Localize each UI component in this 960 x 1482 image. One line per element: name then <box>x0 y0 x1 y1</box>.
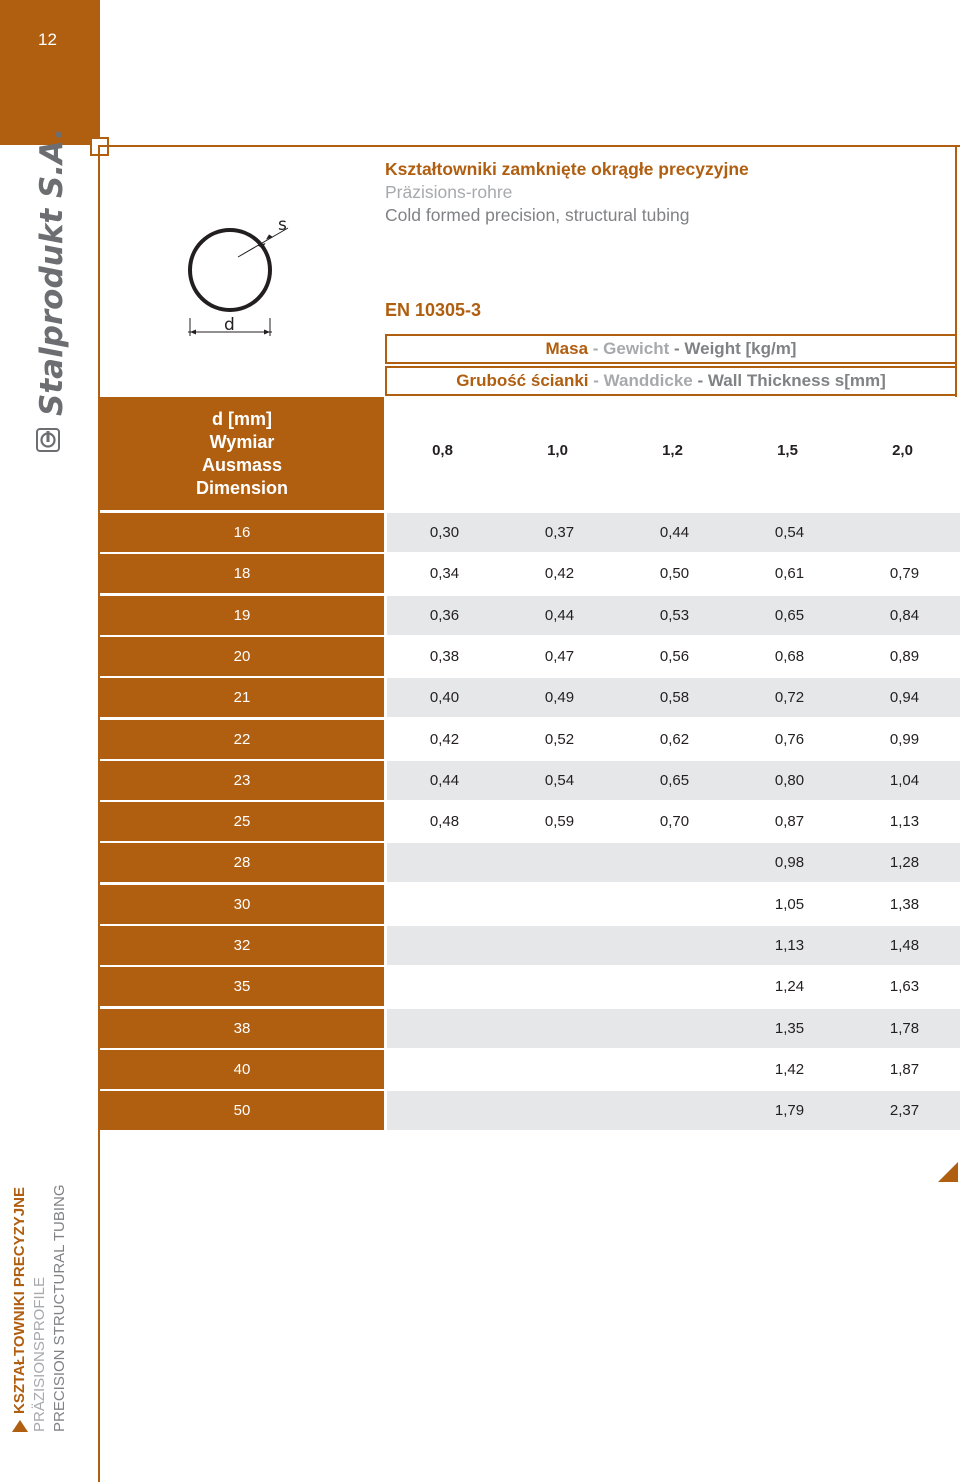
dimension-cell: 40 <box>100 1050 384 1089</box>
mass-cell: 0,87 <box>774 813 805 831</box>
mass-cell: 1,87 <box>889 1060 920 1078</box>
thickness-unit: s[mm] <box>830 371 886 390</box>
mass-cell: 1,42 <box>774 1060 805 1078</box>
dimension-de: Ausmass <box>201 454 283 475</box>
dimension-cell: 32 <box>100 926 384 965</box>
mass-cell <box>387 1091 502 1130</box>
thickness-en: Wall Thickness <box>707 371 831 390</box>
mass-unit: [kg/m] <box>740 339 797 358</box>
table-row <box>100 1050 960 1089</box>
dimension-cell: 28 <box>100 843 384 882</box>
mass-cell <box>617 843 732 882</box>
table-row <box>100 513 960 552</box>
mass-values <box>387 596 960 635</box>
mass-cell <box>847 513 960 552</box>
mass-cell <box>387 885 502 924</box>
side-label-polish: KSZTAŁTOWNIKI PRECYZYJNE <box>10 1152 30 1432</box>
dimension-cell: 30 <box>100 885 384 924</box>
mass-cell: 1,63 <box>889 978 920 996</box>
mass-cell <box>387 1009 502 1048</box>
dimension-cell: 18 <box>100 554 384 593</box>
dimension-header-cell <box>100 397 384 510</box>
dimension-cell: 50 <box>100 1091 384 1130</box>
mass-values <box>387 720 960 759</box>
mass-cell: 0,48 <box>429 813 460 831</box>
mass-cell: 0,53 <box>659 606 690 624</box>
dimension-cell: 23 <box>100 761 384 800</box>
mass-cell: 2,37 <box>889 1102 920 1120</box>
table-row <box>100 1091 960 1130</box>
thickness-de: Wanddicke <box>603 371 693 390</box>
title-german: Präzisions-rohre <box>385 182 513 202</box>
mass-sep-2: - <box>669 339 685 358</box>
table-row <box>100 926 960 965</box>
mass-cell: 1,13 <box>889 813 920 831</box>
mass-values <box>387 885 960 924</box>
dimension-cell: 21 <box>100 678 384 717</box>
mass-values <box>387 637 960 676</box>
mass-cell <box>617 967 732 1006</box>
mass-cell: 1,05 <box>774 895 805 913</box>
standard-label: EN 10305-3 <box>385 300 482 320</box>
mass-values <box>387 1050 960 1089</box>
mass-cell <box>387 967 502 1006</box>
mass-cell: 0,40 <box>429 689 460 707</box>
thickness-sep-1: - <box>588 371 604 390</box>
mass-values <box>387 513 960 552</box>
product-title-block <box>385 158 749 227</box>
mass-cell: 0,44 <box>544 606 575 624</box>
mass-cell <box>502 967 617 1006</box>
mass-cell: 0,99 <box>889 730 920 748</box>
dimension-pl: Wymiar <box>209 431 275 452</box>
mass-cell: 0,42 <box>429 730 460 748</box>
table-row <box>100 967 960 1006</box>
dimension-cell: 38 <box>100 1009 384 1048</box>
table-row <box>100 843 960 882</box>
mass-cell: 0,58 <box>659 689 690 707</box>
mass-cell: 0,76 <box>774 730 805 748</box>
thickness-col-3: 1,5 <box>777 442 798 459</box>
dimension-cell: 20 <box>100 637 384 676</box>
mass-cell <box>617 1050 732 1089</box>
mass-values <box>387 926 960 965</box>
mass-cell: 0,80 <box>774 771 805 789</box>
table-row <box>100 885 960 924</box>
dimension-en: Dimension <box>195 477 288 498</box>
mass-values <box>387 1091 960 1130</box>
mass-cell: 0,89 <box>889 647 920 665</box>
mass-cell: 1,38 <box>889 895 920 913</box>
mass-cell <box>502 885 617 924</box>
mass-band <box>385 334 957 364</box>
mass-cell: 0,44 <box>659 524 690 541</box>
mass-values <box>387 1009 960 1048</box>
logo-text: Stalprodukt S.A. <box>34 127 70 416</box>
mass-cell: 0,61 <box>774 565 805 583</box>
title-english: Cold formed precision, structural tubing <box>385 205 690 225</box>
dimension-cell: 25 <box>100 802 384 841</box>
table-row <box>100 1009 960 1048</box>
mass-cell: 0,79 <box>889 565 920 583</box>
mass-cell: 0,36 <box>429 606 460 624</box>
table-row <box>100 637 960 676</box>
table-row <box>100 596 960 635</box>
dimension-unit: d [mm] <box>212 408 272 429</box>
dimension-cell: 22 <box>100 720 384 759</box>
corner-triangle-marker <box>938 1162 958 1182</box>
mass-cell: 0,47 <box>544 647 575 665</box>
mass-cell: 1,28 <box>889 854 920 872</box>
diagram-label-d: d <box>224 315 235 335</box>
mass-cell: 0,52 <box>544 730 575 748</box>
thickness-col-0: 0,8 <box>432 442 453 459</box>
table-row <box>100 802 960 841</box>
dimension-cell: 19 <box>100 596 384 635</box>
mass-cell: 1,04 <box>889 771 920 789</box>
thickness-header-row <box>385 397 960 510</box>
thickness-pl: Grubość ścianki <box>456 371 589 390</box>
mass-cell <box>502 926 617 965</box>
side-label-german: PRÄZISIONSPROFILE <box>31 1276 48 1432</box>
mass-cell: 0,54 <box>544 771 575 789</box>
mass-cell: 0,59 <box>544 813 575 831</box>
mass-cell: 0,62 <box>659 730 690 748</box>
dimension-cell: 35 <box>100 967 384 1006</box>
dimension-cell: 16 <box>100 513 384 552</box>
mass-cell <box>617 885 732 924</box>
mass-cell <box>617 1091 732 1130</box>
logo-emblem-icon <box>36 428 60 452</box>
table-row <box>100 720 960 759</box>
mass-cell: 0,65 <box>774 606 805 624</box>
thickness-col-1: 1,0 <box>547 442 568 459</box>
mass-values <box>387 678 960 717</box>
mass-cell <box>617 926 732 965</box>
table-row <box>100 554 960 593</box>
mass-cell: 0,84 <box>889 606 920 624</box>
mass-cell: 0,50 <box>659 565 690 583</box>
mass-cell <box>387 926 502 965</box>
mass-cell: 0,68 <box>774 647 805 665</box>
mass-cell: 1,48 <box>889 937 920 954</box>
mass-cell <box>617 1009 732 1048</box>
mass-pl: Masa <box>545 339 589 358</box>
mass-cell: 0,54 <box>774 524 805 541</box>
section-side-label <box>10 1160 90 1440</box>
mass-cell: 0,30 <box>429 524 460 541</box>
page-number: 12 <box>38 30 57 49</box>
mass-cell: 0,44 <box>429 771 460 789</box>
mass-cell <box>387 1050 502 1089</box>
mass-values <box>387 554 960 593</box>
mass-values <box>387 802 960 841</box>
mass-cell: 1,35 <box>774 1019 805 1037</box>
mass-cell <box>502 1050 617 1089</box>
mass-cell: 0,70 <box>659 813 690 831</box>
mass-de: Gewicht <box>603 339 670 358</box>
tube-cross-section-diagram <box>180 210 300 340</box>
mass-cell <box>387 843 502 882</box>
play-triangle-icon <box>12 1420 28 1432</box>
mass-cell <box>502 1009 617 1048</box>
side-label-english: PRECISION STRUCTURAL TUBING <box>51 1184 68 1432</box>
mass-values <box>387 967 960 1006</box>
mass-cell: 0,37 <box>544 524 575 541</box>
title-polish: Kształtowniki zamknięte okrągłe precyzyjne <box>385 159 749 179</box>
mass-cell: 0,38 <box>429 647 460 665</box>
mass-cell: 0,98 <box>774 854 805 872</box>
mass-cell <box>502 1091 617 1130</box>
mass-cell: 1,24 <box>774 978 805 996</box>
mass-cell: 0,72 <box>774 689 805 707</box>
mass-en: Weight <box>684 339 741 358</box>
thickness-sep-2: - <box>692 371 708 390</box>
mass-cell: 1,79 <box>774 1102 805 1120</box>
table-row <box>100 678 960 717</box>
mass-cell: 0,49 <box>544 689 575 707</box>
diagram-label-s: s <box>278 215 287 235</box>
mass-values <box>387 761 960 800</box>
mass-values <box>387 843 960 882</box>
mass-cell: 1,13 <box>774 937 805 954</box>
mass-sep-1: - <box>588 339 604 358</box>
mass-cell: 0,42 <box>544 565 575 583</box>
thickness-col-4: 2,0 <box>892 442 913 459</box>
page-number-block <box>0 0 100 145</box>
mass-cell: 0,65 <box>659 771 690 789</box>
mass-cell <box>502 843 617 882</box>
top-rule <box>100 145 960 147</box>
thickness-col-2: 1,2 <box>662 442 683 459</box>
mass-cell: 1,78 <box>889 1019 920 1037</box>
company-logo <box>32 127 72 460</box>
mass-cell: 0,56 <box>659 647 690 665</box>
mass-cell: 0,34 <box>429 565 460 583</box>
mass-cell: 0,94 <box>889 689 920 707</box>
table-row <box>100 761 960 800</box>
thickness-band <box>385 366 957 396</box>
